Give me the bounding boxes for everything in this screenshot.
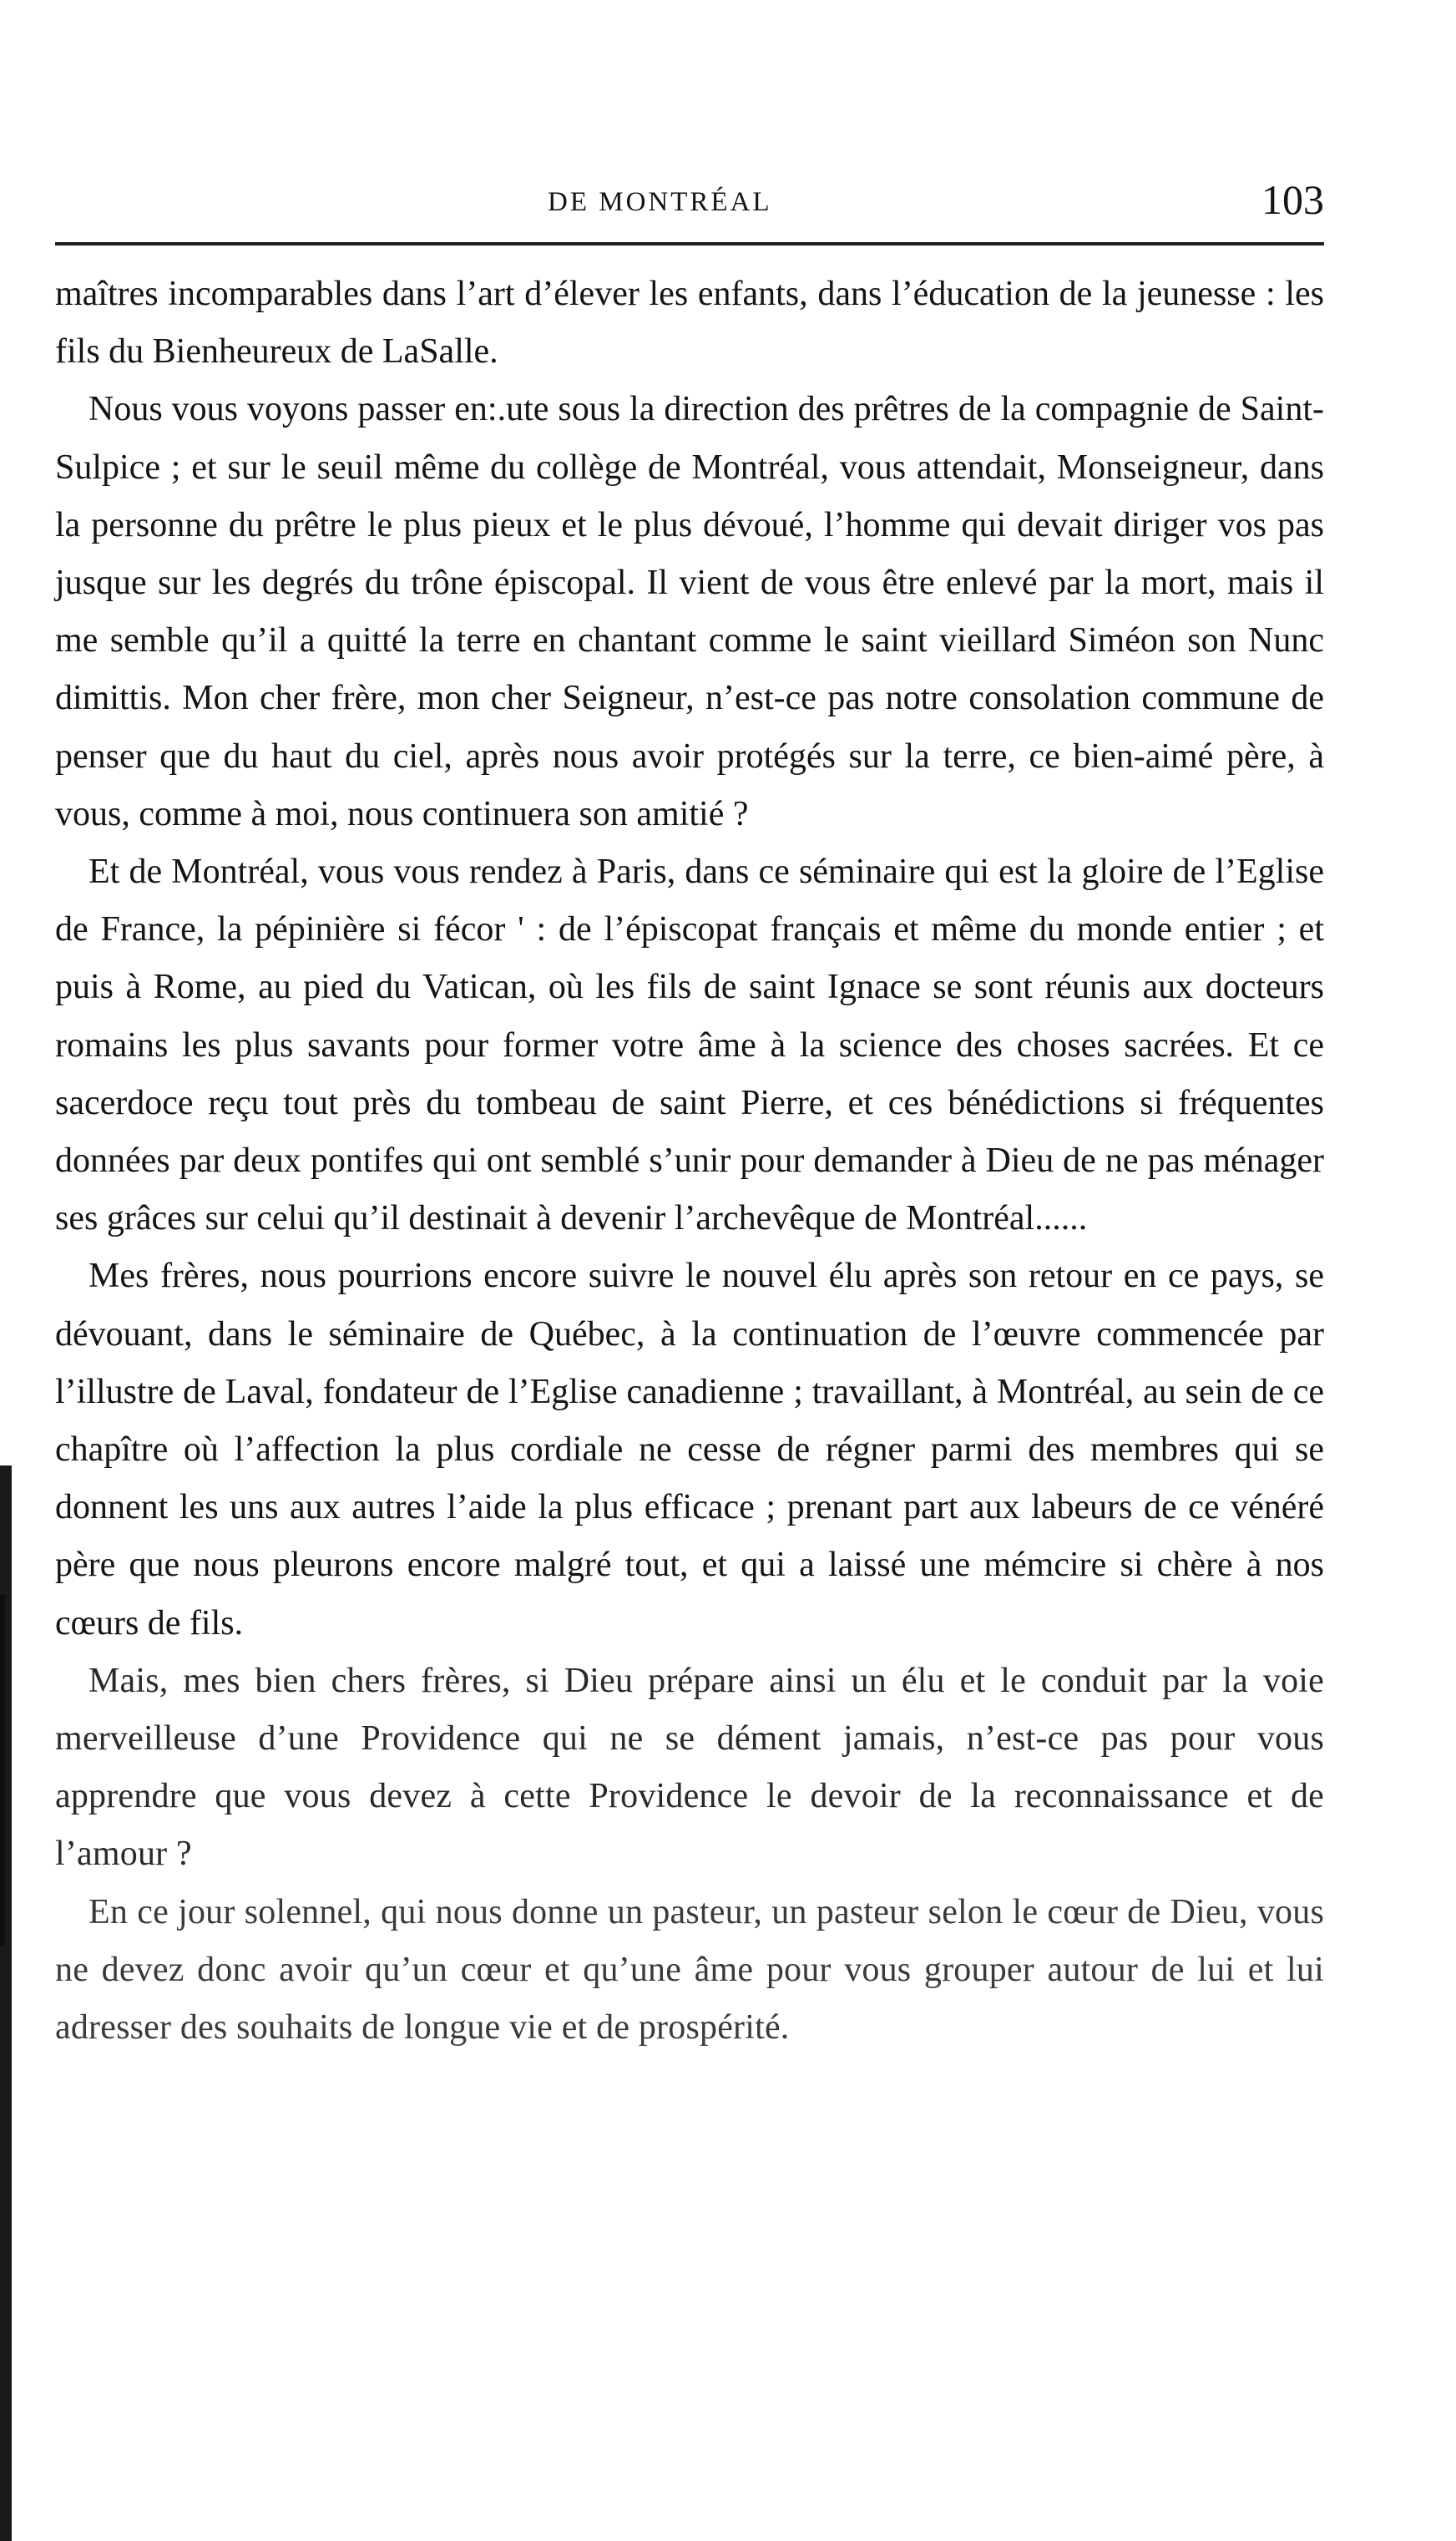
header-rule (55, 242, 1324, 245)
paragraph-4: Mes frères, nous pourrions encore suivre le nouvel élu après son retour en ce pays, se dévouant, dans le séminaire de Québec, à la continuation de l’œuvre commencée par l’illustre de Laval, fondateur de l’Eglise canadienne ; travaillant, à Montréal, au sein de ce chapître où l’affection la plus cordiale ne cesse de régner parmi des membres qui se donnent les uns aux autres l’aide la plus efficace ; prenant part aux labeurs de ce vénéré père que nous pleurons encore malgré tout, et qui a laissé une mémcire si chère à nos cœurs de fils. (55, 1257, 1324, 1643)
running-header (55, 175, 1324, 234)
running-title: DE MONTRÉAL (548, 187, 772, 217)
paragraph-5: Mais, mes bien chers frères, si Dieu prépare ainsi un élu et le conduit par la voie merveilleuse d’une Providence qui ne se dément jamais, n’est-ce pas pour vous apprendre que vous devez à cette Providence le devoir de la reconnaissance et de l’amour ? (55, 1661, 1324, 1874)
binding-shadow-dark (0, 1595, 5, 1946)
paragraph-2: Nous vous voyons passer en:.ute sous la direction des prêtres de la compagnie de Saint-Sulpice ; et sur le seuil même du collège de Montréal, vous attendait, Monseigneur, dans la personne du prêtre le plus pieux et le plus dévoué, l’homme qui devait diriger vos pas jusque sur les degrés du trône épiscopal. Il vient de vous être enlevé par la mort, mais il me semble qu’il a quitté la terre en chantant comme le saint vieillard Siméon son Nunc dimittis. Mon cher frère, mon cher Seigneur, n’est-ce pas notre consolation commune de penser que du haut du ciel, après nous avoir protégés sur la terre, ce bien-aimé père, à vous, comme à moi, nous continuera son amitié ? (55, 390, 1324, 833)
paragraph-6: En ce jour solennel, qui nous donne un pasteur, un pasteur selon le cœur de Dieu, vous ne devez donc avoir qu’un cœur et qu’une âme pour vous grouper autour de lui et lui adresser des souhaits de longue vie et de prospérité. (55, 1892, 1324, 2047)
paragraph-3: Et de Montréal, vous vous rendez à Paris, dans ce séminaire qui est la gloire de l’Eglise de France, la pépinière si fécor ' : de l’épiscopat français et même du monde entier ; et puis à Rome, au pied du Vatican, où les fils de saint Ignace se sont réunis aux docteurs romains les plus savants pour former votre âme à la science des choses sacrées. Et ce sacerdoce reçu tout près du tombeau de saint Pierre, et ces bénédictions si fréquentes données par deux pontifes qui ont semblé s’unir pour demander à Dieu de ne pas ménager ses grâces sur celui qu’il destinait à devenir l’archevêque de Montréal...... (55, 853, 1324, 1238)
paragraph-1: maîtres incomparables dans l’art d’élever les enfants, dans l’éducation de la jeunesse : les fils du Bienheureux de LaSalle. (55, 275, 1324, 372)
page-number: 103 (1261, 176, 1324, 223)
body-text (55, 266, 1324, 2057)
